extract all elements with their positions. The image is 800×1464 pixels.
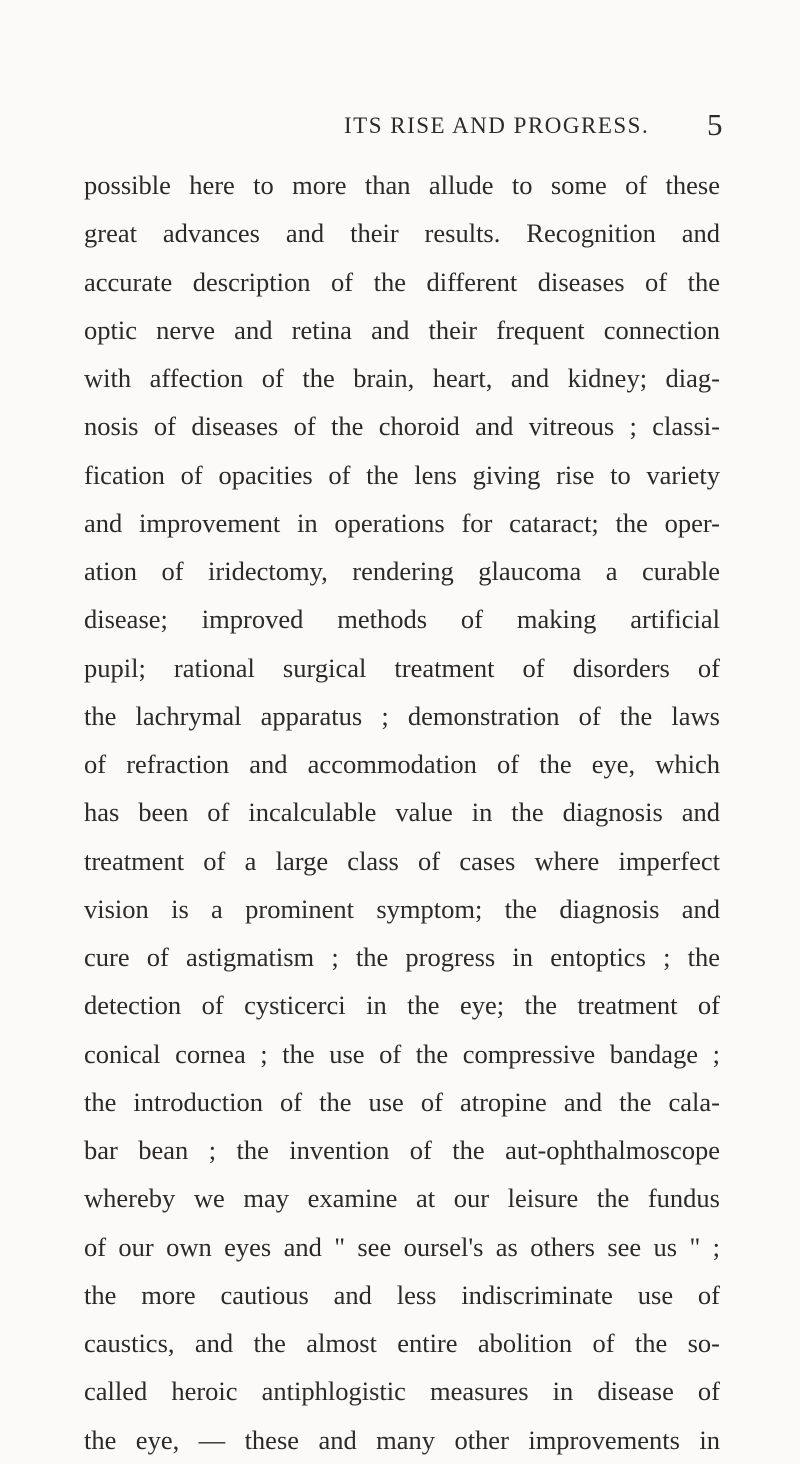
text-line: cure of astigmatism ; the progress in entoptics ; the — [84, 942, 720, 972]
text-line: whereby we may examine at our leisure the fundus — [84, 1183, 720, 1214]
text-line: the introduction of the use of atropine and the cala- — [84, 1086, 720, 1117]
text-line: caustics, and the almost entire abolition of the so- — [84, 1328, 720, 1358]
running-head — [0, 107, 800, 147]
text-line: vision is a prominent symptom; the diagnosis and — [84, 893, 720, 924]
text-line: detection of cysticerci in the eye; the treatment of — [84, 990, 720, 1021]
text-line: accurate description of the different diseases of the — [84, 266, 720, 297]
text-line: optic nerve and retina and their frequent connection — [84, 314, 720, 345]
text-line: called heroic antiphlogistic measures in disease of — [84, 1376, 720, 1407]
page-number: 5 — [707, 107, 723, 142]
text-line: of refraction and accommodation of the eye, which — [84, 749, 720, 779]
text-line: the lachrymal apparatus ; demonstration of the laws — [84, 700, 720, 731]
text-line: and improvement in operations for cataract; the oper- — [84, 507, 720, 538]
text-line: conical cornea ; the use of the compressive bandage ; — [84, 1038, 720, 1069]
text-line: has been of incalculable value in the diagnosis and — [84, 797, 720, 828]
running-title: ITS RISE AND PROGRESS. — [344, 113, 650, 138]
text-line: the more cautious and less indiscriminate use of — [84, 1279, 720, 1310]
text-line: of our own eyes and " see oursel's as others see us " ; — [84, 1231, 720, 1262]
text-line: fication of opacities of the lens giving rise to variety — [84, 459, 720, 490]
text-line: disease; improved methods of making artificial — [84, 604, 720, 635]
text-line: the eye, — these and many other improvements in — [84, 1424, 720, 1455]
text-line: with affection of the brain, heart, and kidney; diag- — [84, 363, 720, 393]
text-line: pupil; rational surgical treatment of disorders of — [84, 652, 720, 683]
text-line: possible here to more than allude to some of these — [84, 170, 720, 200]
text-line: bar bean ; the invention of the aut-ophthalmoscope — [84, 1135, 720, 1165]
text-line: nosis of diseases of the choroid and vitreous ; classi- — [84, 411, 720, 442]
text-line: great advances and their results. Recognition and — [84, 218, 720, 249]
body-text — [84, 161, 720, 1464]
text-line: treatment of a large class of cases where imperfect — [84, 845, 720, 876]
text-line: ation of iridectomy, rendering glaucoma a curable — [84, 556, 720, 586]
